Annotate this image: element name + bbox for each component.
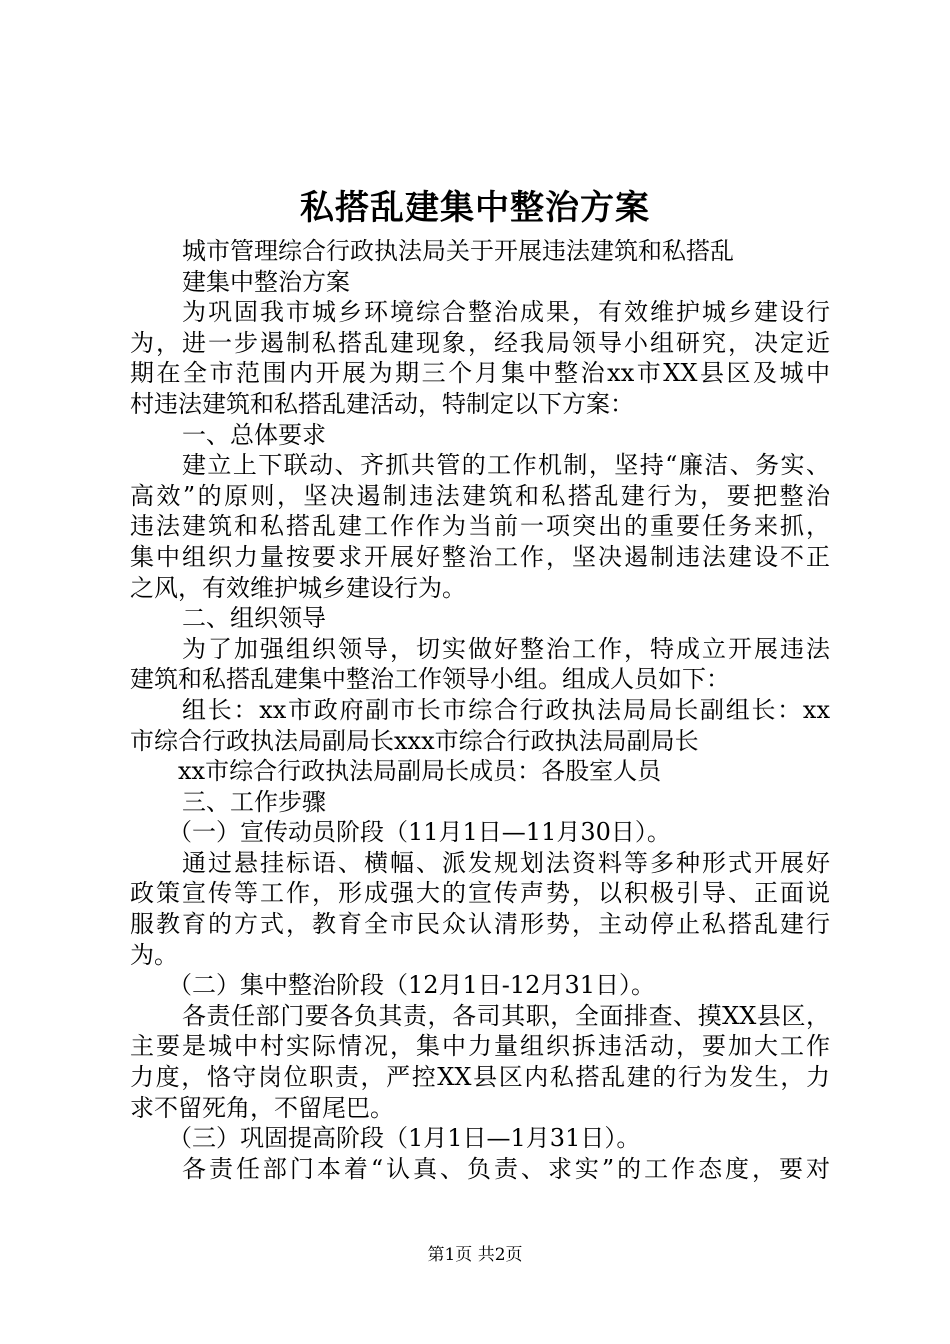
body-line: 集中组织力量按要求开展好整治工作，坚决遏制违法建设不正: [130, 542, 830, 571]
body-line: 高效”的原则，坚决遏制违法建筑和私搭乱建行为，要把整治: [130, 481, 830, 510]
body-line: 违法建筑和私搭乱建工作作为当前一项突出的重要任务来抓，: [130, 512, 830, 541]
body-line: （一）宣传动员阶段（11月1日—11月30日）。: [168, 818, 671, 847]
body-line: 城市管理综合行政执法局关于开展违法建筑和私搭乱: [182, 237, 734, 265]
body-line: 服教育的方式，教育全市民众认清形势，主动停止私搭乱建行: [130, 910, 830, 939]
body-line: 求不留死角，不留尾巴。: [130, 1093, 394, 1122]
body-line: 为了加强组织领导，切实做好整治工作，特成立开展违法: [182, 634, 830, 663]
body-line: 为。: [130, 940, 178, 969]
body-line: 政策宣传等工作，形成强大的宣传声势，以积极引导、正面说: [130, 879, 830, 908]
body-line: 主要是城中村实际情况，集中力量组织拆违活动，要加大工作: [130, 1032, 830, 1061]
body-line: 各责任部门本着“认真、负责、求实”的工作态度，要对: [182, 1154, 830, 1183]
body-line: 之风，有效维护城乡建设行为。: [130, 573, 466, 602]
body-line: xx市综合行政执法局副局长成员：各股室人员: [178, 757, 662, 786]
body-line: 二、组织领导: [182, 604, 326, 633]
body-line: 市综合行政执法局副局长xxx市综合行政执法局副局长: [130, 726, 699, 755]
body-line: 通过悬挂标语、横幅、派发规划法资料等多种形式开展好: [182, 848, 830, 877]
body-line: 村违法建筑和私搭乱建活动，特制定以下方案：: [130, 389, 634, 418]
body-line: 建集中整治方案: [182, 267, 350, 296]
body-line: 组长：xx市政府副市长市综合行政执法局局长副组长：xx: [182, 695, 830, 724]
body-line: 为巩固我市城乡环境综合整治成果，有效维护城乡建设行: [182, 298, 830, 327]
body-line: 为，进一步遏制私搭乱建现象，经我局领导小组研究，决定近: [130, 328, 830, 357]
body-line: 各责任部门要各负其责，各司其职，全面排查、摸XX县区，: [182, 1001, 830, 1030]
body-line: 一、总体要求: [182, 420, 326, 449]
body-line: 期在全市范围内开展为期三个月集中整治xx市XX县区及城中: [130, 359, 830, 388]
document-title: 私搭乱建集中整治方案: [300, 188, 650, 228]
body-line: 力度，恪守岗位职责，严控XX县区内私搭乱建的行为发生，力: [130, 1063, 830, 1092]
page-footer: 第1页 共2页: [427, 1245, 523, 1265]
document-body: [130, 236, 830, 1184]
body-line: （二）集中整治阶段（12月1日-12月31日）。: [168, 971, 655, 1000]
body-line: 三、工作步骤: [182, 787, 326, 816]
body-line: （三）巩固提高阶段（1月1日—1月31日）。: [168, 1124, 641, 1153]
body-line: 建筑和私搭乱建集中整治工作领导小组。组成人员如下：: [130, 665, 730, 694]
body-line: 建立上下联动、齐抓共管的工作机制，坚持“廉洁、务实、: [182, 451, 830, 480]
